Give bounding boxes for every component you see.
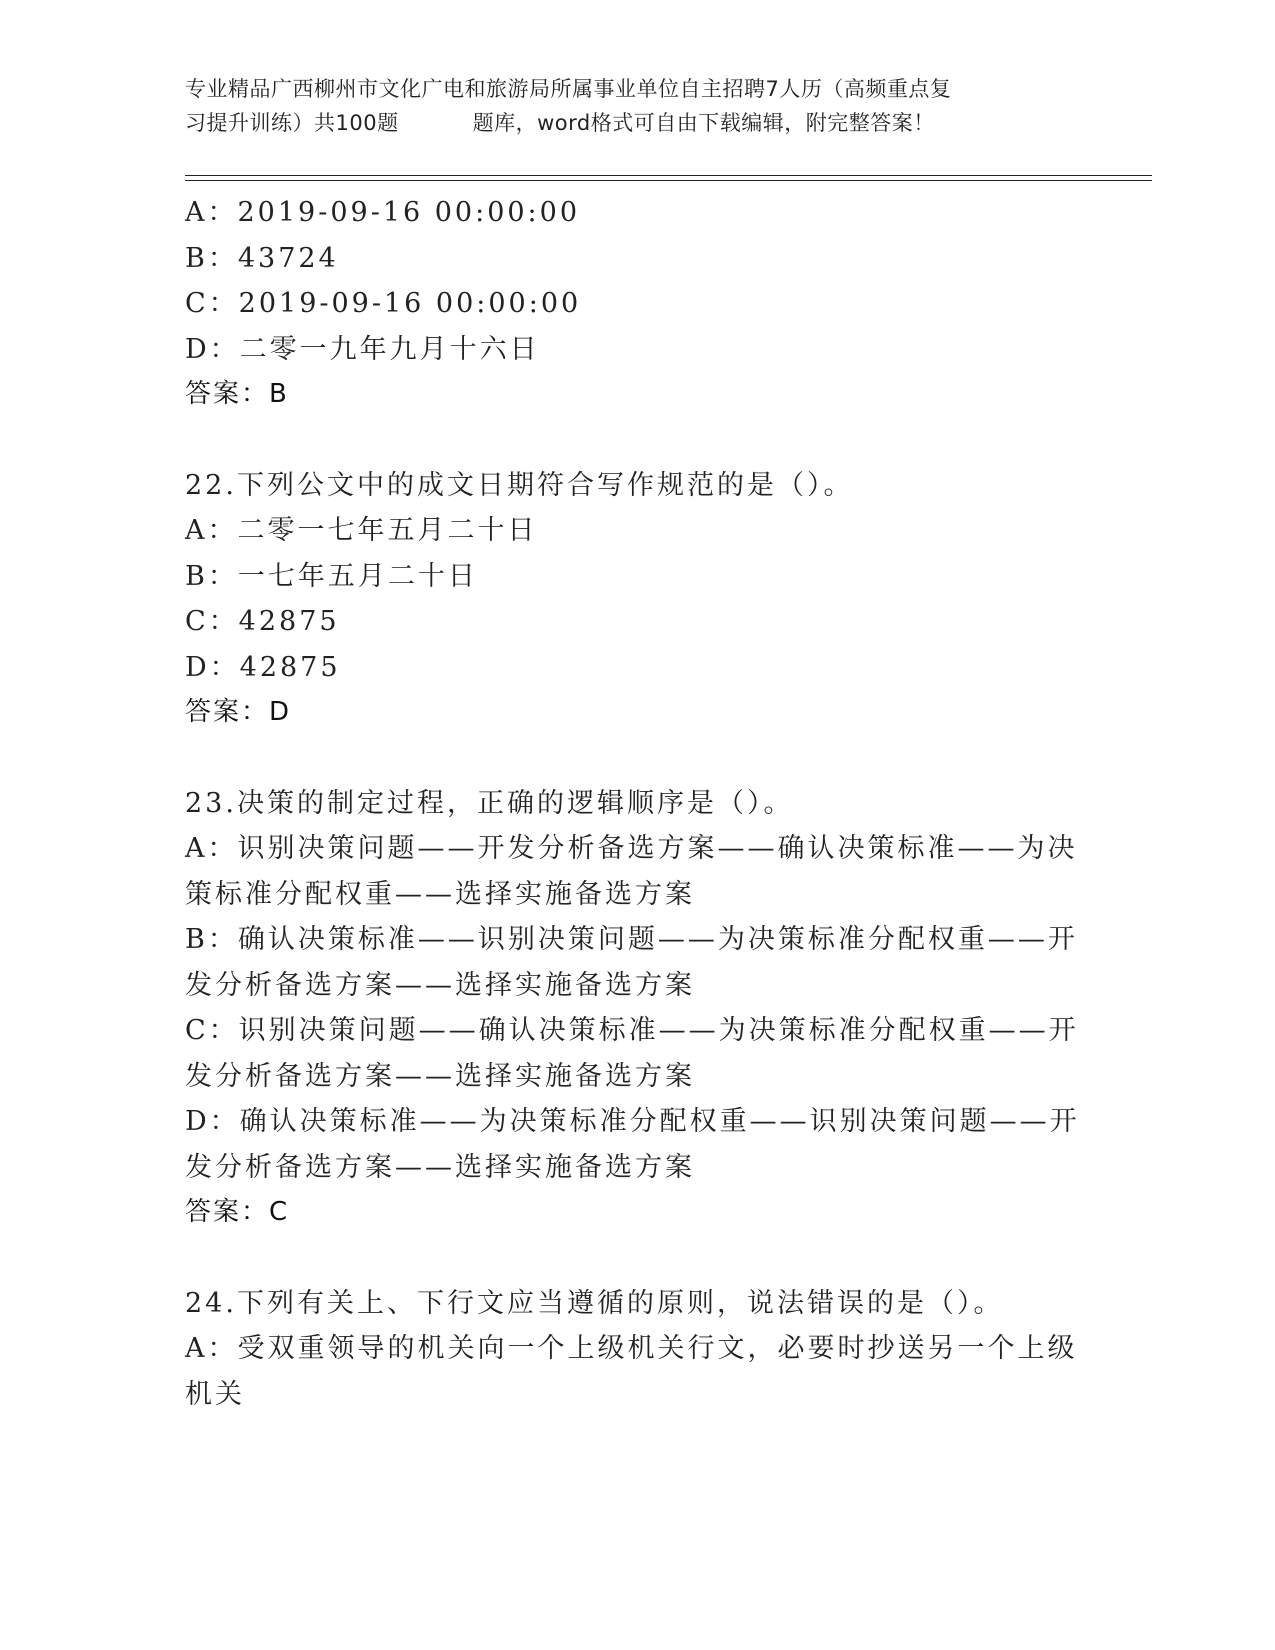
option-d: D：确认决策标准——为决策标准分配权重——识别决策问题——开发分析备选方案——选择实施备选方案 — [185, 1106, 1080, 1183]
answer-label: 答案：D — [185, 697, 292, 727]
header-title-line2 — [185, 106, 1085, 140]
option-a: A：2019-09-16 00:00:00 — [185, 197, 581, 228]
option-b: B：确认决策标准——识别决策问题——为决策标准分配权重——开发分析备选方案——选择实施备选方案 — [185, 924, 1078, 1001]
question-22 — [185, 463, 1085, 736]
option-d: D：42875 — [185, 651, 341, 683]
option-b: B：一七年五月二十日 — [185, 560, 478, 592]
option-a: A：识别决策问题——开发分析备选方案——确认决策标准——为决策标准分配权重——选择实施备选方案 — [185, 833, 1078, 910]
header-title-line2-part2: 题库，word格式可自由下载编辑，附完整答案！ — [472, 111, 935, 135]
option-d: D：二零一九年九月十六日 — [185, 333, 540, 365]
question-23 — [185, 781, 1085, 1236]
option-c: C：2019-09-16 00:00:00 — [185, 288, 582, 319]
header-divider-bottom — [185, 180, 1152, 181]
option-c: C：识别决策问题——确认决策标准——为决策标准分配权重——开发分析备选方案——选择实施备选方案 — [185, 1015, 1079, 1092]
header-divider-top — [185, 175, 1152, 176]
option-c: C：42875 — [185, 606, 340, 637]
option-a: A：受双重领导的机关向一个上级机关行文，必要时抄送另一个上级机关 — [185, 1333, 1078, 1410]
answer-label: 答案：C — [185, 1197, 290, 1227]
question-stem: 23.决策的制定过程，正确的逻辑顺序是（）。 — [185, 787, 794, 819]
question-24 — [185, 1281, 1085, 1418]
question-21 — [185, 190, 1085, 418]
option-a: A：二零一七年五月二十日 — [185, 515, 538, 546]
question-stem: 24.下列有关上、下行文应当遵循的原则，说法错误的是（）。 — [185, 1287, 1004, 1319]
option-b: B：43724 — [185, 242, 339, 274]
header-title-line1: 专业精品广西柳州市文化广电和旅游局所属事业单位自主招聘7人历（高频重点复 — [185, 77, 952, 101]
question-list — [185, 190, 1085, 1417]
page-header — [185, 72, 1085, 140]
answer-label: 答案：B — [185, 379, 289, 409]
question-stem: 22.下列公文中的成文日期符合写作规范的是（）。 — [185, 469, 854, 501]
header-title-line2-part1: 习提升训练）共100题 — [185, 111, 399, 135]
